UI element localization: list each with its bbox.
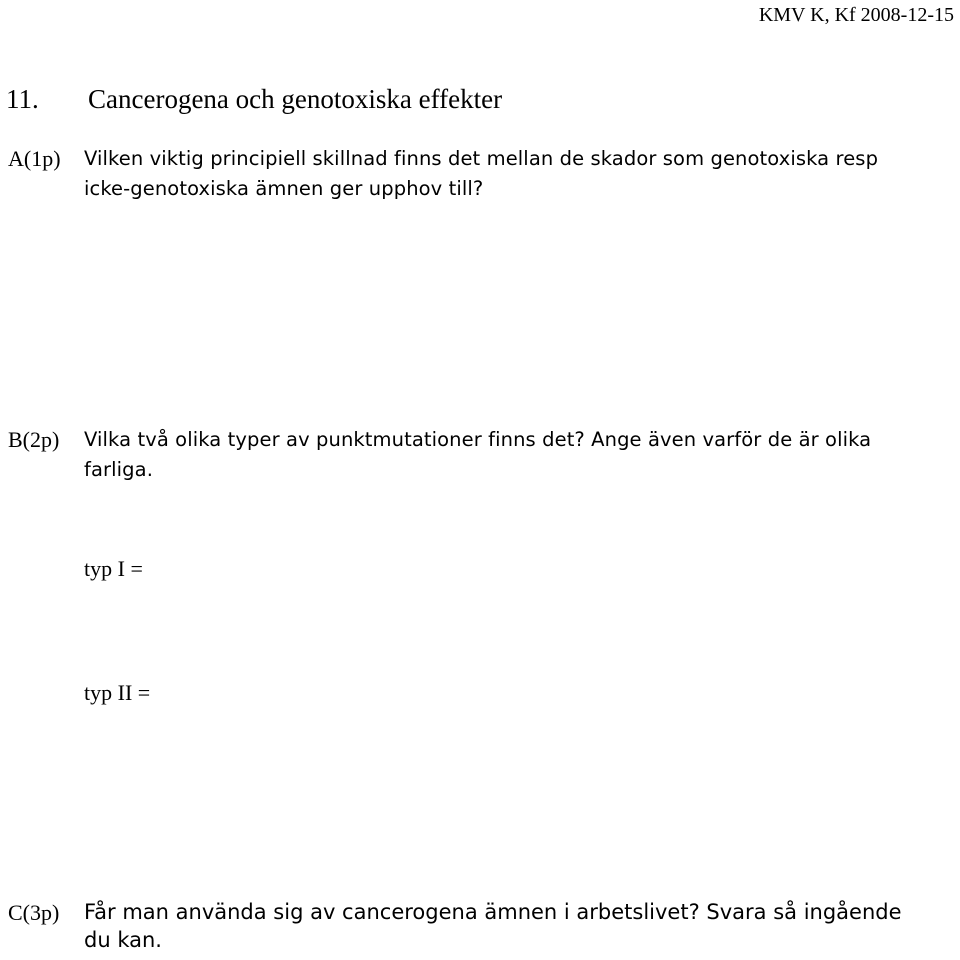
section-number: 11. [6, 84, 39, 114]
answer-line-type-1: typ I = [84, 556, 143, 581]
answer-line-type-2: typ II = [84, 680, 151, 705]
section-title: Cancerogena och genotoxiska effekter [88, 84, 503, 114]
question-label: B(2p) [8, 427, 60, 452]
question-text: Får man använda sig av cancerogena ämnen i arbetslivet? Svara så ingående du kan. [84, 900, 902, 952]
exam-header-code: KMV K, Kf 2008-12-15 [758, 4, 954, 26]
question-text: Vilken viktig principiell skillnad finns det mellan de skador som genotoxiska resp icke-genotoxiska ämnen ger upphov till? [84, 147, 879, 200]
section-heading [6, 84, 946, 115]
question-text: Vilka två olika typer av punktmutationer finns det? Ange även varför de är olika farliga. [84, 428, 872, 481]
question-a [8, 144, 908, 204]
question-label: C(3p) [8, 900, 60, 925]
question-b [8, 425, 908, 485]
question-c [8, 898, 908, 954]
question-label: A(1p) [8, 146, 61, 171]
